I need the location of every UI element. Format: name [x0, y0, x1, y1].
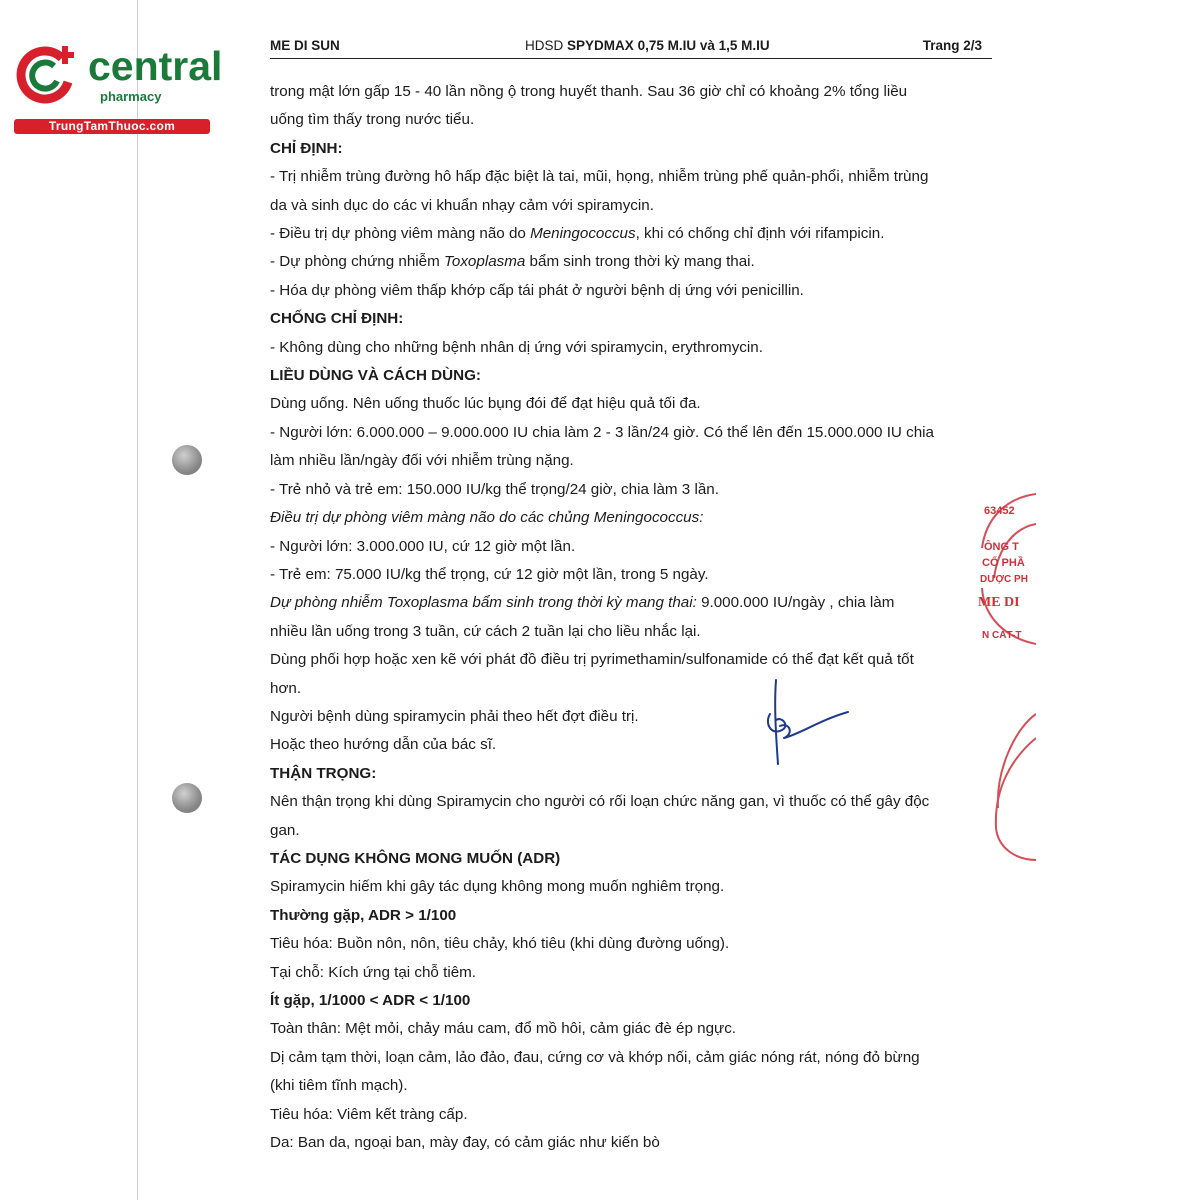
section-heading-indications: CHỈ ĐỊNH: [270, 139, 343, 157]
body-line: Hoặc theo hướng dẫn của bác sĩ. [270, 736, 497, 754]
section-heading-contraindications: CHỐNG CHỈ ĐỊNH: [270, 310, 404, 328]
body-line: Dự phòng nhiễm Toxoplasma bẩm sinh trong thời kỳ mang thai: 9.000.000 IU/ngày , chia làm [270, 594, 895, 612]
body-line: Dị cảm tạm thời, loạn cảm, lảo đảo, đau, cứng cơ và khớp nối, cảm giác nóng rát, nóng đỏ bừng [270, 1048, 920, 1066]
stamp-text: DƯỢC PH [980, 574, 1028, 585]
body-line: Spiramycin hiếm khi gây tác dụng không mong muốn nghiêm trọng. [270, 878, 725, 896]
body-line: da và sinh dục do các vi khuẩn nhạy cảm với spiramycin. [270, 196, 654, 214]
header-company: ME DI SUN [270, 38, 340, 53]
central-pharmacy-logo-icon [10, 38, 86, 114]
punch-hole-icon [172, 445, 202, 475]
body-line: hơn. [270, 679, 302, 697]
body-line: uống tìm thấy trong nước tiểu. [270, 111, 475, 129]
body-line: - Không dùng cho những bệnh nhân dị ứng với spiramycin, erythromycin. [270, 338, 763, 356]
section-heading-dosage: LIỀU DÙNG VÀ CÁCH DÙNG: [270, 367, 481, 385]
body-line-italic: Điều trị dự phòng viêm màng não do các chủng Meningococcus: [270, 509, 704, 527]
brand-logo[interactable] [10, 38, 223, 138]
document-header [270, 38, 992, 59]
punch-hole-icon [172, 783, 202, 813]
body-line: Tại chỗ: Kích ứng tại chỗ tiêm. [270, 963, 477, 981]
stamp-text: CỔ PHẦ [982, 557, 1025, 569]
body-line: - Trẻ em: 75.000 IU/kg thể trọng, cứ 12 giờ một lần, trong 5 ngày. [270, 565, 709, 583]
company-stamp-icon [976, 488, 1036, 868]
body-line: - Hóa dự phòng viêm thấp khớp cấp tái phát ở người bệnh dị ứng với penicillin. [270, 281, 804, 299]
stamp-text: ME DI [978, 595, 1020, 610]
body-line: Tiêu hóa: Buồn nôn, nôn, tiêu chảy, khó tiêu (khi dùng đường uống). [270, 935, 730, 953]
body-line: - Điều trị dự phòng viêm màng não do Meningococcus, khi có chống chỉ định với rifampicin. [270, 225, 885, 243]
handwritten-signature-icon [760, 676, 855, 771]
body-line: làm nhiều lần/ngày đối với nhiễm trùng nặng. [270, 452, 574, 470]
body-line: - Người lớn: 3.000.000 IU, cứ 12 giờ một lần. [270, 537, 576, 555]
logo-sub-text: pharmacy [100, 89, 162, 104]
subheading-uncommon: Ít gặp, 1/1000 < ADR < 1/100 [270, 992, 471, 1009]
body-line: - Người lớn: 6.000.000 – 9.000.000 IU chia làm 2 - 3 lần/24 giờ. Có thể lên đến 15.000.000 IU chia [270, 423, 934, 441]
section-heading-adr: TÁC DỤNG KHÔNG MONG MUỐN (ADR) [270, 849, 561, 867]
body-line: - Trị nhiễm trùng đường hô hấp đặc biệt là tai, mũi, họng, nhiễm trùng phế quản-phổi, nhiễm trùng [270, 168, 929, 186]
subheading-common: Thường gặp, ADR > 1/100 [270, 906, 457, 924]
sheet-edge [137, 0, 138, 1200]
document-body [270, 78, 992, 1157]
body-line: - Dự phòng chứng nhiễm Toxoplasma bẩm sinh trong thời kỳ mang thai. [270, 253, 755, 271]
body-line: Dùng phối hợp hoặc xen kẽ với phát đồ điều trị pyrimethamin/sulfonamide có thể đạt kết quả tốt [270, 651, 914, 669]
header-page-number: Trang 2/3 [922, 38, 982, 53]
stamp-text: ÔNG T [984, 541, 1019, 553]
body-line: gan. [270, 821, 300, 839]
body-line: trong mật lớn gấp 15 - 40 lần nồng ộ trong huyết thanh. Sau 36 giờ chỉ có khoảng 2% tổng liều [270, 83, 908, 100]
header-doc-title: HDSD SPYDMAX 0,75 M.IU và 1,5 M.IU [525, 38, 770, 53]
logo-url-badge[interactable]: TrungTamThuoc.com [14, 119, 210, 134]
logo-brand-text: central [88, 43, 223, 89]
body-line: (khi tiêm tĩnh mạch). [270, 1077, 408, 1095]
body-line: - Trẻ nhỏ và trẻ em: 150.000 IU/kg thể trọng/24 giờ, chia làm 3 lần. [270, 480, 719, 498]
stamp-text: 63452 [984, 505, 1015, 517]
body-line: Dùng uống. Nên uống thuốc lúc bụng đói để đạt hiệu quả tối đa. [270, 395, 701, 413]
body-line: nhiều lần uống trong 3 tuần, cứ cách 2 tuần lại cho liều nhắc lại. [270, 622, 701, 640]
body-line: Toàn thân: Mệt mỏi, chảy máu cam, đổ mồ hôi, cảm giác đè ép ngực. [270, 1020, 737, 1038]
body-line: Nên thận trọng khi dùng Spiramycin cho người có rối loạn chức năng gan, vì thuốc có thể gây độc [270, 793, 930, 811]
body-line: Người bệnh dùng spiramycin phải theo hết đợt điều trị. [270, 707, 639, 725]
section-heading-precautions: THẬN TRỌNG: [270, 764, 377, 782]
body-line: Tiêu hóa: Viêm kết tràng cấp. [270, 1105, 468, 1123]
body-line: Da: Ban da, ngoại ban, mày đay, có cảm giác như kiến bò [270, 1134, 660, 1152]
stamp-text: N CÁT-T [982, 630, 1022, 641]
